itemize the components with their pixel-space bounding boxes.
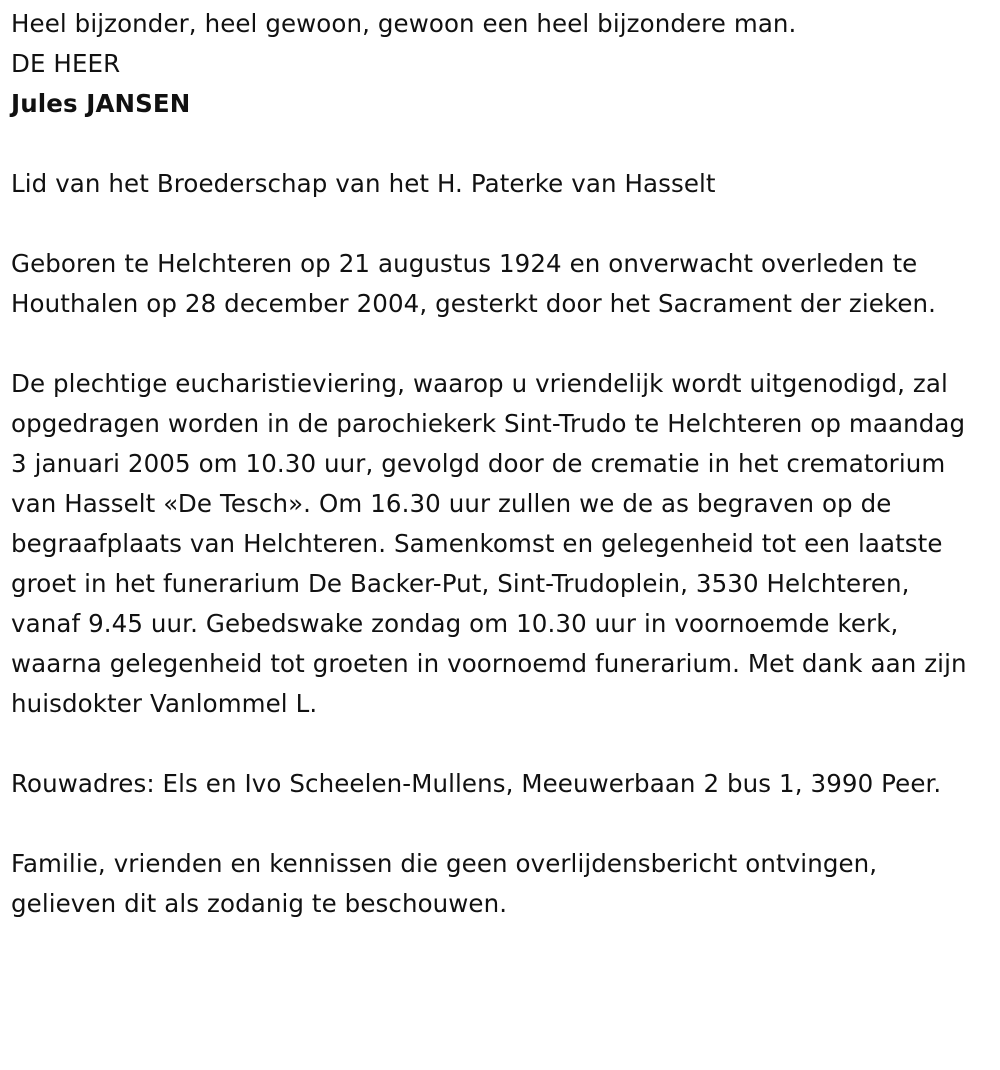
mourning-address: Rouwadres: Els en Ivo Scheelen-Mullens, Meeuwerbaan 2 bus 1, 3990 Peer. <box>11 769 942 798</box>
birth-death-text: Geboren te Helchteren op 21 augustus 1924 en onverwacht overleden te Houthalen op 28 december 2004, gesterkt door het Sacrament der zieken. <box>11 249 937 318</box>
membership-text: Lid van het Broederschap van het H. Paterke van Hasselt <box>11 169 716 198</box>
deceased-name: Jules JANSEN <box>11 89 191 118</box>
death-notice <box>11 4 986 924</box>
honorific: DE HEER <box>11 49 121 78</box>
ceremony-text: De plechtige eucharistieviering, waarop u vriendelijk wordt uitgenodigd, zal opgedragen worden in de parochiekerk Sint-Trudo te Helchteren op maandag 3 januari 2005 om 10.30 uur, gevolgd door de crematie in het crematorium van Hasselt «De Tesch». Om 16.30 uur zullen we de as begraven op de begraafplaats van Helchteren. Samenkomst en gelegenheid tot een laatste groet in het funerarium De Backer-Put, Sint-Trudoplein, 3530 Helchteren, vanaf 9.45 uur. Gebedswake zondag om 10.30 uur in voornoemde kerk, waarna gelegenheid tot groeten in voornoemd funerarium. Met dank aan zijn huisdokter Vanlommel L. <box>11 369 967 718</box>
closing-text: Familie, vrienden en kennissen die geen overlijdensbericht ontvingen, gelieven dit als zodanig te beschouwen. <box>11 849 878 918</box>
motto-text: Heel bijzonder, heel gewoon, gewoon een heel bijzondere man. <box>11 9 797 38</box>
